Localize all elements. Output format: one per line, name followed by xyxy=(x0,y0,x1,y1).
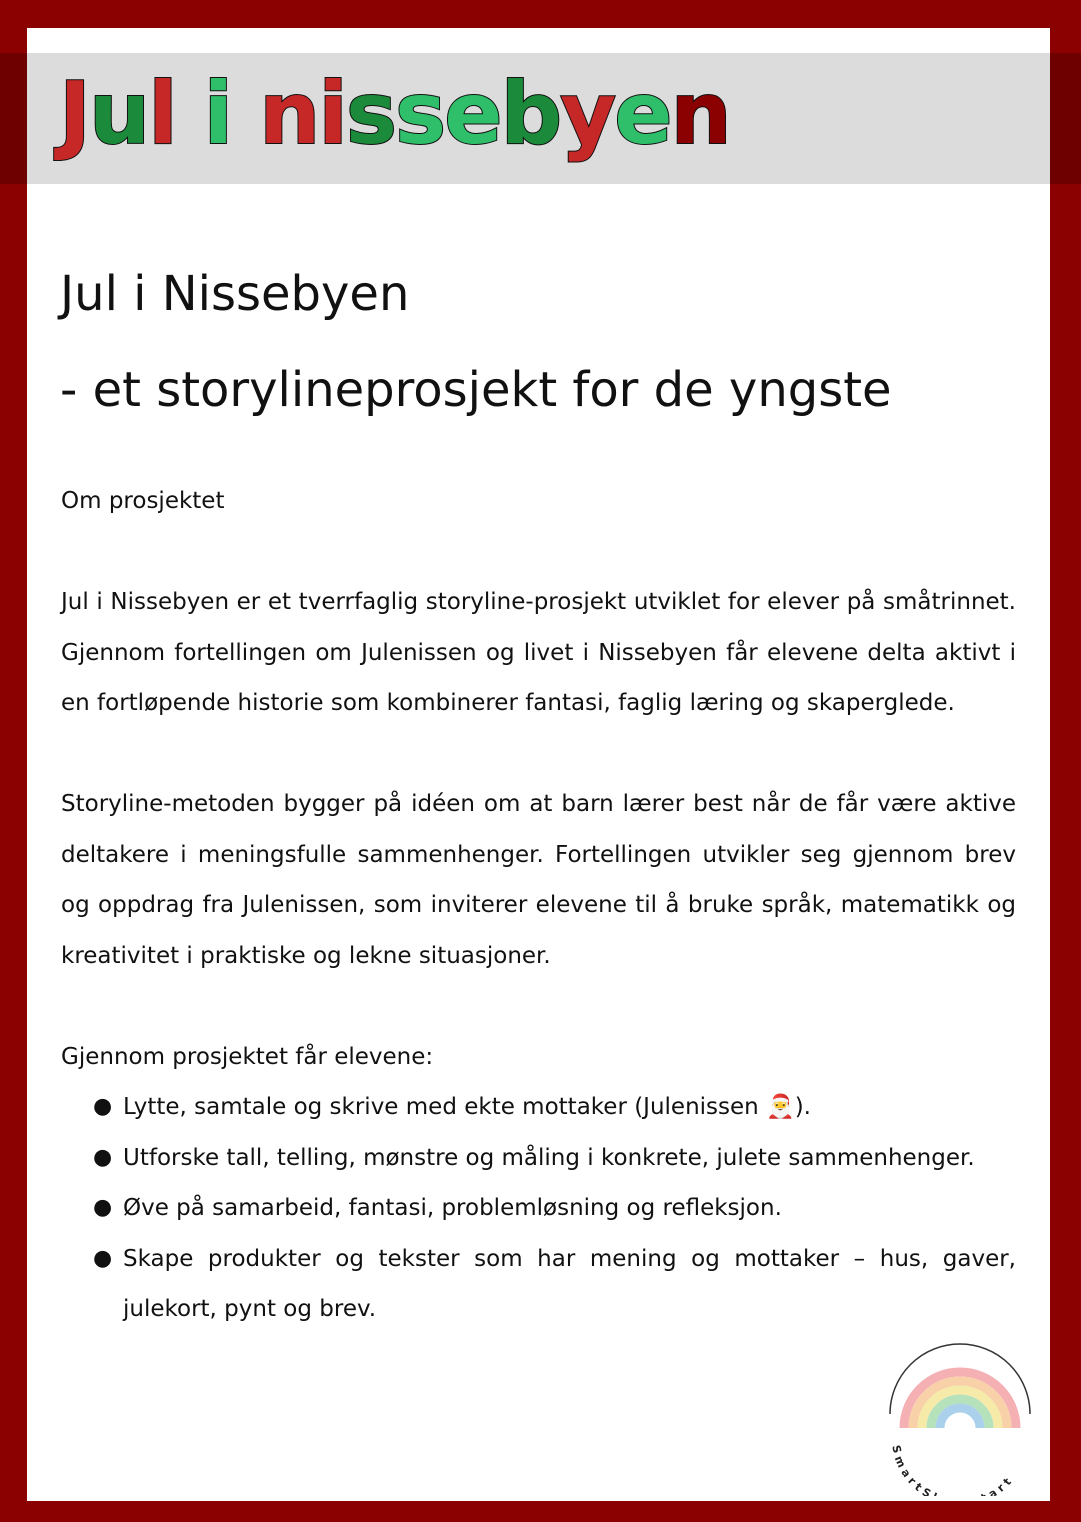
page-heading xyxy=(60,246,892,438)
banner-letter: n xyxy=(259,64,319,164)
rainbow-icon xyxy=(882,1336,1038,1496)
banner-title xyxy=(59,59,730,169)
paragraph-1: Jul i Nissebyen er et tverrfaglig storyline-prosjekt utviklet for elever på småtrinnet. Gjennom fortellingen om Julenissen og livet i Nissebyen får elevene delta aktivt i en fortløpende historie som kombinerer fantasi, faglig læring og skaperglede. xyxy=(61,589,1016,716)
banner-letter xyxy=(231,64,259,164)
svg-text:SmartSkolestart xyxy=(889,1444,1016,1496)
heading-line-1: Jul i Nissebyen xyxy=(60,266,410,322)
banner-letter: l xyxy=(148,64,176,164)
paragraph-2: Storyline-metoden bygger på idéen om at barn lærer best når de får være aktive deltakere i meningsfulle sammenhenger. Fortellingen utvikler seg gjennom brev og oppdrag fra Julenissen, som inviterer elevene til å bruke språk, matematikk og kreativitet i praktiske og lekne situasjoner. xyxy=(61,791,1016,969)
list-item: ● Skape produkter og tekster som har mening og mottaker – hus, gaver, julekort, pynt og brev. xyxy=(123,1234,1016,1335)
title-banner xyxy=(27,53,1050,184)
banner-letter: i xyxy=(203,64,232,164)
banner-letter: e xyxy=(444,64,501,164)
bullet-icon: ● xyxy=(93,1144,113,1170)
banner-letter: s xyxy=(345,64,396,164)
list-intro: Gjennom prosjektet får elevene: xyxy=(61,1043,434,1070)
bullet-icon: ● xyxy=(93,1094,113,1119)
document-body xyxy=(61,476,1016,1335)
banner-letter: e xyxy=(614,64,671,164)
banner-letter: s xyxy=(395,64,445,164)
list-item: ● Utforske tall, telling, mønstre og måling i konkrete, julete sammenhenger. xyxy=(123,1133,1016,1184)
list-item: ● Øve på samarbeid, fantasi, problemløsning og refleksjon. xyxy=(123,1183,1016,1234)
section-title: Om prosjektet xyxy=(61,488,225,514)
goals-list xyxy=(61,1082,1016,1335)
bullet-icon: ● xyxy=(93,1245,113,1271)
banner-letter: y xyxy=(560,64,615,164)
banner-letter: n xyxy=(670,64,730,164)
heading-line-2: - et storylineprosjekt for de yngste xyxy=(60,362,892,418)
banner-letter: b xyxy=(500,64,561,164)
banner-letter: u xyxy=(89,64,149,164)
list-item: ● Lytte, samtale og skrive med ekte mottaker (Julenissen 🎅). xyxy=(123,1082,1016,1133)
banner-letter: J xyxy=(59,64,89,164)
smartskolestart-logo xyxy=(882,1336,1038,1496)
banner-letter xyxy=(176,64,204,164)
banner-letter: i xyxy=(318,64,346,164)
bullet-icon: ● xyxy=(93,1195,113,1220)
logo-text: SmartS art xyxy=(889,1443,1017,1496)
